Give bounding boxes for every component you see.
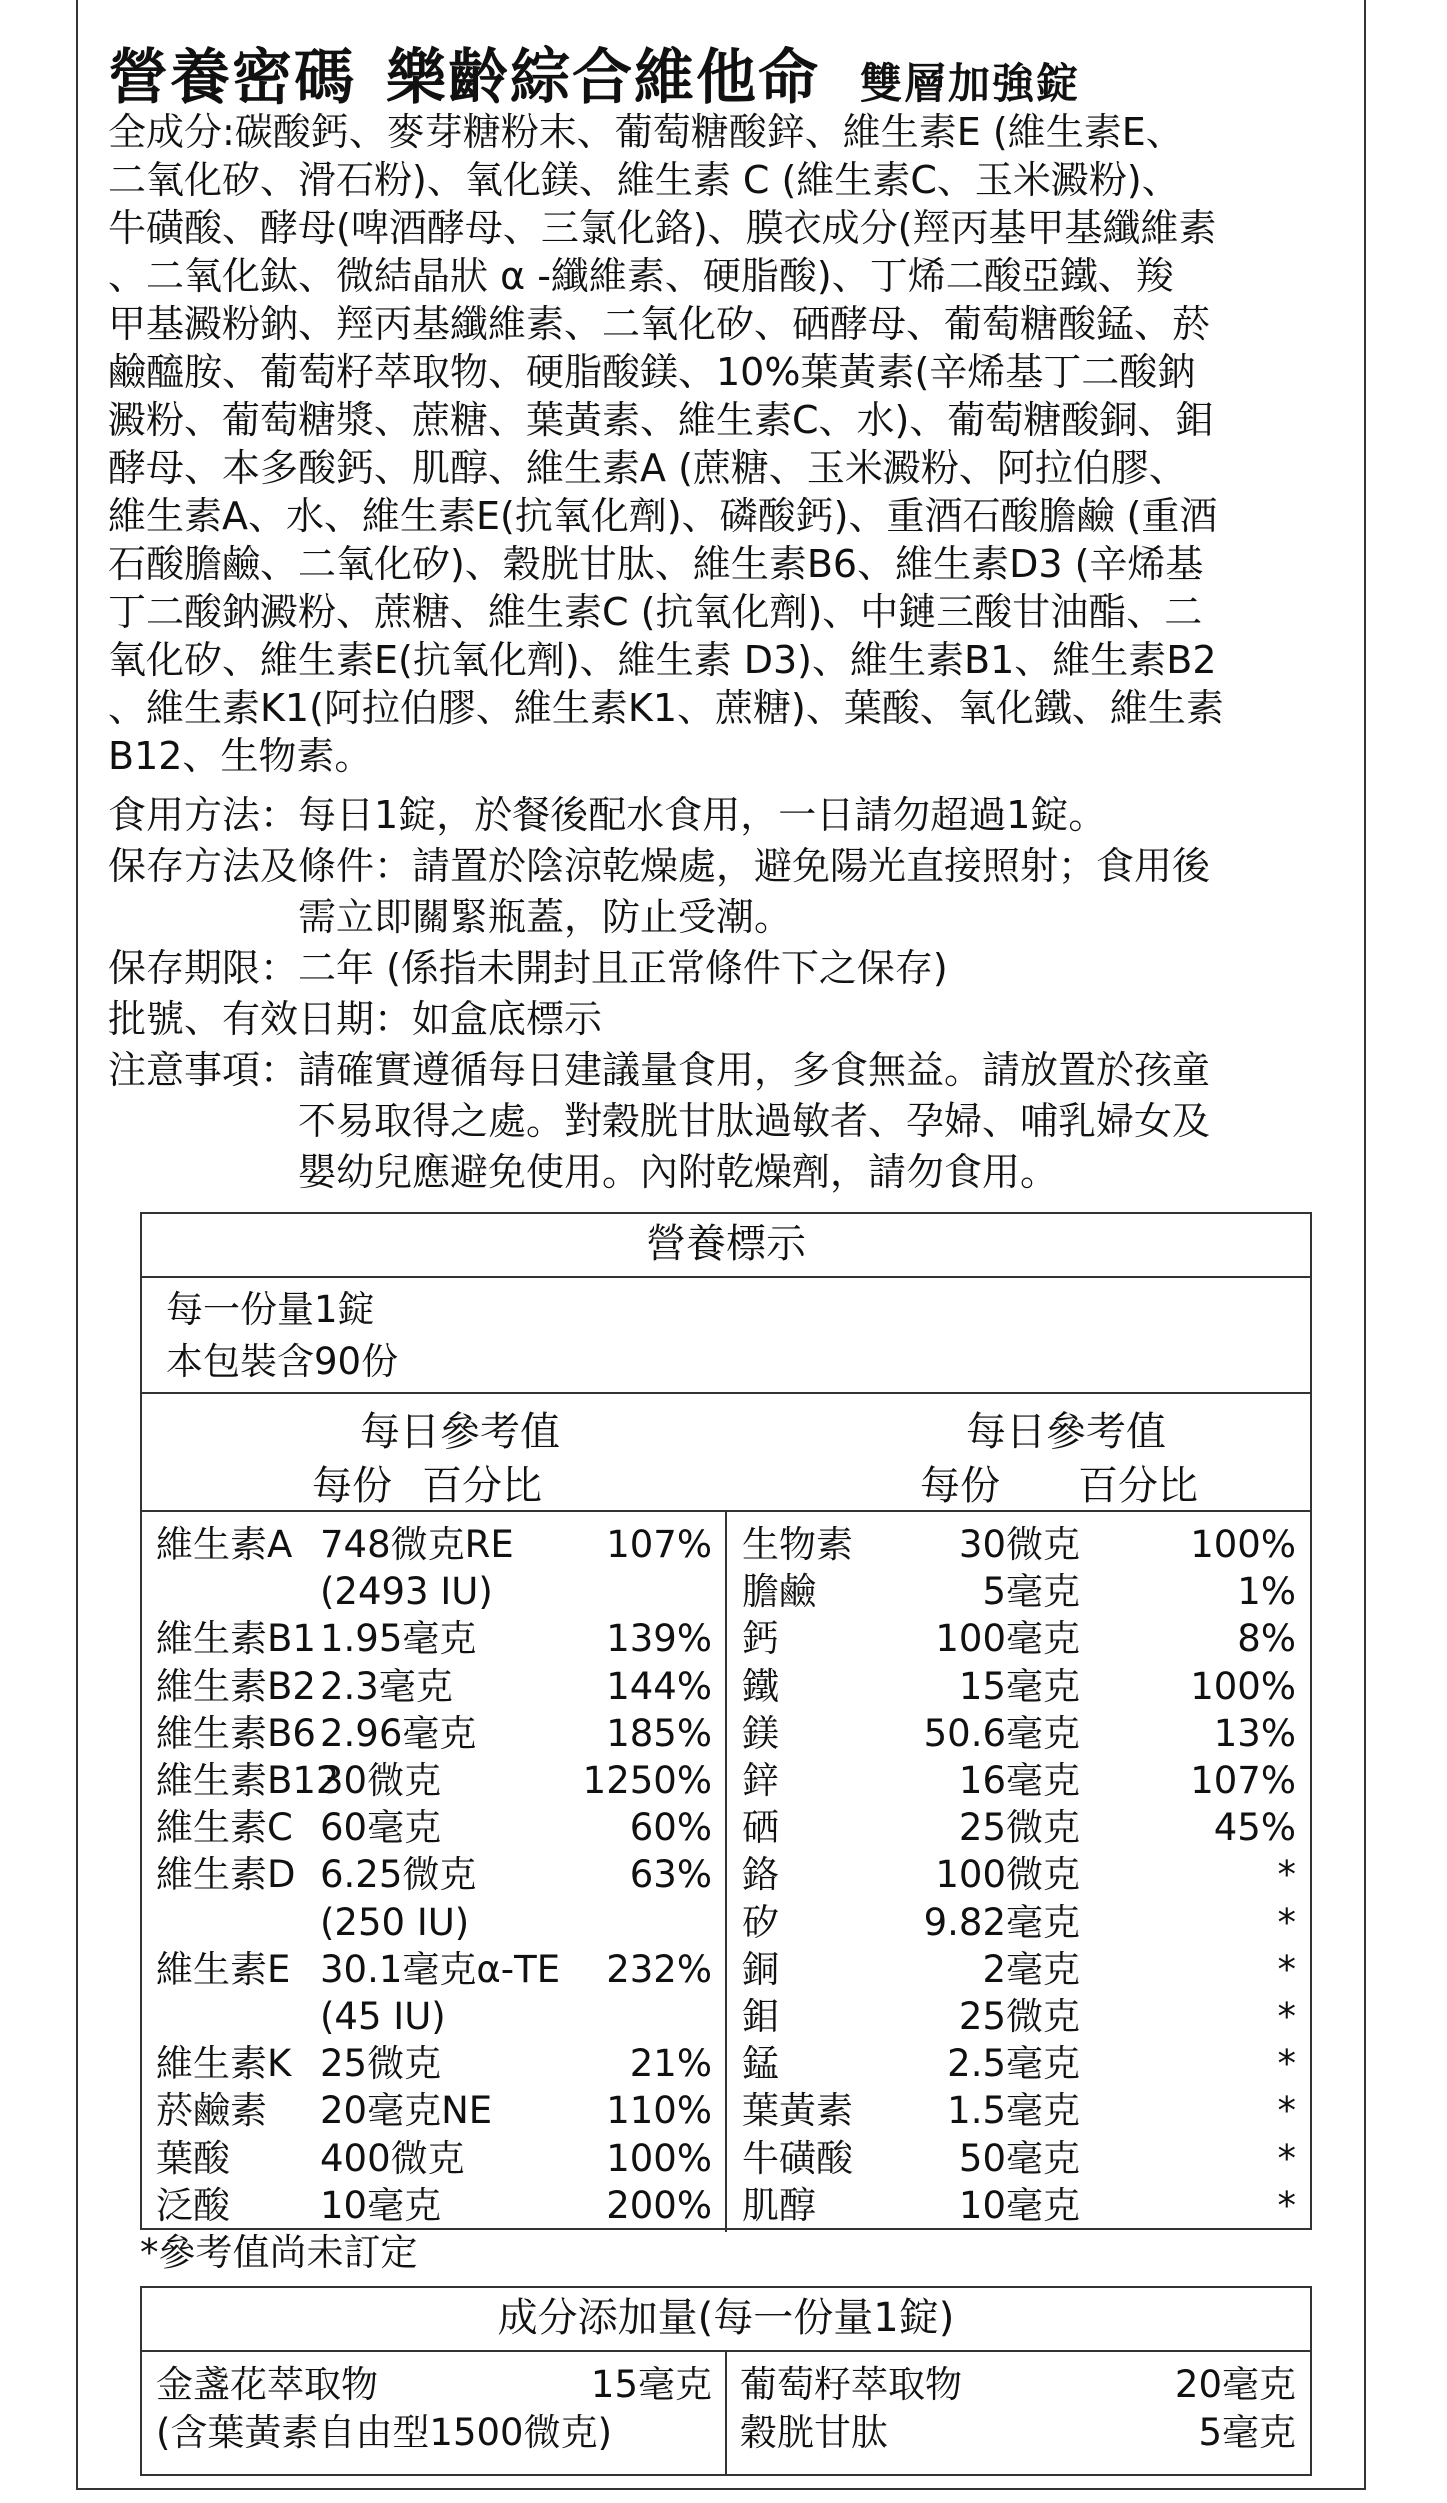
nutrient-name: 維生素A [156,1523,293,1566]
added-right-amount-2: 5毫克 [1198,2411,1296,2454]
ingredients-line: 甲基澱粉鈉、羥丙基纖維素、二氧化矽、硒酵母、葡萄糖酸錳、菸 [108,302,1211,346]
nutrient-row [142,1994,1310,2040]
nutrition-column-headers [142,1394,1310,1512]
nutrient-amount: 25微克 [958,1995,1080,2038]
ingredients-line: 澱粉、葡萄糖漿、蔗糖、葉黃素、維生素C、水)、葡萄糖酸銅、鉬 [108,398,1214,442]
nutrient-row [142,1569,1310,1615]
ingredients-line: 丁二酸鈉澱粉、蔗糖、維生素C (抗氧化劑)、中鏈三酸甘油酯、二 [108,590,1203,634]
ingredients-line: 牛磺酸、酵母(啤酒酵母、三氯化鉻)、膜衣成分(羥丙基甲基纖維素 [108,206,1217,250]
col-per-serving-right: 每份 [920,1463,1000,1509]
nutrient-name: 鋅 [742,1759,779,1802]
nutrient-percent: * [1277,2042,1296,2086]
shelf-life-row [108,943,1348,994]
nutrient-name: 維生素B12 [156,1759,340,1802]
brand-name: 營養密碼 [108,43,356,113]
ingredients-line: 氧化矽、維生素E(抗氧化劑)、維生素 D3)、維生素B1、維生素B2 [108,638,1217,682]
nutrition-footnote: *參考值尚未訂定 [140,2231,418,2274]
ingredients-list [108,108,1348,780]
nutrient-percent: 1250% [582,1759,712,1802]
nutrient-amount: 5毫克 [982,1570,1080,1614]
nutrient-name: 菸鹼素 [156,2089,267,2133]
serving-info [142,1278,1310,1394]
notice-text: 請確實遵循每日建議量食用，多食無益。請放置於孩童 [298,1048,1211,1092]
shelf-life-label: 保存期限： [108,946,299,990]
nutrient-row [142,2041,1310,2087]
nutrient-percent: 45% [1213,1806,1296,1850]
nutrient-percent: * [1277,2136,1296,2180]
nutrient-name: 維生素E [156,1947,291,1991]
usage-row [108,790,1348,841]
ingredients-line: 酵母、本多酸鈣、肌醇、維生素A (蔗糖、玉米澱粉、阿拉伯膠、 [108,446,1187,490]
storage-text-cont: 需立即關緊瓶蓋，防止受潮。 [298,895,793,939]
usage-text: 每日1錠，於餐後配水食用，一日請勿超過1錠。 [298,793,1107,837]
storage-text: 請置於陰涼乾燥處，避免陽光直接照射；食用後 [412,844,1211,888]
nutrient-percent: 100% [606,2136,712,2180]
nutrient-name: 鎂 [742,1711,779,1755]
nutrient-percent: * [1277,1853,1296,1897]
ingredients-line: B12、生物素。 [108,734,373,778]
added-divider [725,2350,727,2474]
notice-label: 注意事項： [108,1048,299,1092]
nutrient-amount: 100毫克 [935,1617,1080,1661]
nutrient-row [142,2088,1310,2134]
product-name: 樂齡綜合維他命 [386,43,820,113]
col-per-serving-left: 每份 [312,1463,392,1509]
nutrition-title: 營養標示 [142,1214,1310,1278]
nutrient-name: 鉬 [742,1995,779,2038]
nutrient-amount: 10毫克 [958,2183,1080,2227]
notice-row [108,1045,1348,1096]
nutrient-name: 鉻 [742,1853,779,1897]
nutrient-name: 維生素C [156,1806,293,1850]
nutrient-percent: * [1277,1995,1296,2038]
nutrient-name: 矽 [742,1900,779,1944]
product-subtitle: 雙層加強錠 [860,59,1081,108]
ingredients-line: 、二氧化鈦、微結晶狀 α -纖維素、硬脂酸)、丁烯二酸亞鐵、羧 [108,254,1174,298]
nutrient-amount: 25微克 [958,1806,1080,1850]
nutrient-amount: 50.6毫克 [923,1711,1080,1755]
usage-label: 食用方法： [108,793,299,837]
added-left-name-2: (含葉黃素自由型1500微克) [156,2411,613,2454]
nutrient-amount: 60毫克 [320,1806,442,1850]
nutrient-amount: 1.95毫克 [320,1617,477,1661]
nutrient-percent: 185% [606,1711,712,1755]
added-ingredients-table [140,2286,1312,2476]
added-title: 成分添加量(每一份量1錠) [142,2288,1310,2352]
nutrient-amount: 15毫克 [958,1664,1080,1708]
nutrient-amount: 30微克 [320,1759,442,1802]
added-right-amount-1: 20毫克 [1174,2363,1296,2406]
ingredients-line: 、維生素K1(阿拉伯膠、維生素K1、蔗糖)、葉酸、氧化鐵、維生素 [108,686,1224,730]
nutrient-row [142,2183,1310,2229]
nutrient-name: 鈣 [742,1617,779,1661]
nutrient-name: 泛酸 [156,2183,230,2227]
nutrient-amount: 2.3毫克 [320,1664,453,1708]
col-percent-right: 百分比 [1078,1463,1198,1509]
nutrient-amount: 6.25微克 [320,1853,477,1897]
added-left-name-1: 金盞花萃取物 [156,2363,378,2406]
nutrient-amount: 2.96毫克 [320,1711,477,1755]
storage-label: 保存方法及條件： [108,844,413,888]
nutrient-percent: 100% [1190,1664,1296,1708]
nutrient-name: 維生素K [156,2042,292,2086]
nutrient-row [142,1900,1310,1946]
nutrient-amount: 20毫克NE [320,2089,493,2133]
nutrient-percent: * [1277,1900,1296,1944]
nutrient-name: 維生素B6 [156,1711,316,1755]
col-daily-value-right: 每日參考值 [966,1409,1166,1455]
nutrient-name: 肌醇 [742,2183,816,2227]
nutrient-amount: 1.5毫克 [947,2089,1080,2133]
ingredients-line: 維生素A、水、維生素E(抗氧化劑)、磷酸鈣)、重酒石酸膽鹼 (重酒 [108,494,1218,538]
col-daily-value-left: 每日參考值 [360,1409,560,1455]
serving-size: 每一份量1錠 [166,1288,375,1331]
nutrient-percent: 200% [606,2183,712,2227]
nutrient-amount: 100微克 [935,1853,1080,1897]
batch-expiry: 批號、有效日期：如盒底標示 [108,997,603,1041]
nutrition-table [140,1212,1312,2230]
nutrient-amount: (250 IU) [320,1900,470,1944]
nutrient-percent: 21% [629,2042,712,2086]
storage-row [108,841,1348,892]
nutrient-percent: 60% [629,1806,712,1850]
added-right-name-2: 穀胱甘肽 [740,2411,888,2454]
ingredients-line: 全成分:碳酸鈣、麥芽糖粉末、葡萄糖酸鋅、維生素E (維生素E、 [108,110,1184,154]
nutrient-row [142,2136,1310,2182]
nutrient-percent: 63% [629,1853,712,1897]
nutrient-name: 銅 [742,1947,779,1991]
nutrient-row [142,1805,1310,1851]
nutrient-amount: (45 IU) [320,1995,446,2038]
nutrient-amount: 10毫克 [320,2183,442,2227]
nutrient-percent: 107% [1190,1759,1296,1802]
nutrient-amount: 2毫克 [982,1947,1080,1991]
nutrient-name: 生物素 [742,1523,853,1566]
nutrient-amount: 25微克 [320,2042,442,2086]
nutrient-amount: 30.1毫克α-TE [320,1947,561,1991]
nutrient-row [142,1947,1310,1993]
nutrient-amount: (2493 IU) [320,1570,493,1614]
nutrient-percent: 232% [606,1947,712,1991]
nutrient-name: 硒 [742,1806,779,1850]
nutrient-name: 鐵 [742,1664,779,1708]
nutrient-name: 葉黃素 [742,2089,853,2133]
nutrient-name: 維生素B1 [156,1617,316,1661]
nutrient-name: 錳 [742,2042,779,2086]
ingredients-line: 鹼醯胺、葡萄籽萃取物、硬脂酸鎂、10%葉黃素(辛烯基丁二酸鈉 [108,350,1196,394]
nutrient-amount: 9.82毫克 [923,1900,1080,1944]
nutrient-row [142,1664,1310,1710]
nutrient-percent: 107% [606,1523,712,1566]
nutrient-row [142,1758,1310,1804]
ingredients-line: 二氧化矽、滑石粉)、氧化鎂、維生素 C (維生素C、玉米澱粉)、 [108,158,1180,202]
nutrient-amount: 748微克RE [320,1523,514,1566]
nutrient-amount: 50毫克 [958,2136,1080,2180]
nutrient-percent: 8% [1237,1617,1296,1661]
nutrient-row [142,1711,1310,1757]
nutrient-percent: 144% [606,1664,712,1708]
nutrient-name: 牛磺酸 [742,2136,853,2180]
added-left-amount-1: 15毫克 [590,2363,712,2406]
nutrient-percent: 1% [1237,1570,1296,1614]
nutrient-name: 維生素D [156,1853,296,1897]
nutrient-name: 葉酸 [156,2136,230,2180]
nutrient-percent: 110% [606,2089,712,2133]
nutrient-name: 維生素B2 [156,1664,316,1708]
usage-info [108,790,1348,1198]
servings-per-pack: 本包裝含90份 [166,1340,399,1383]
ingredients-line: 石酸膽鹼、二氧化矽)、穀胱甘肽、維生素B6、維生素D3 (辛烯基 [108,542,1204,586]
nutrient-percent: * [1277,1947,1296,1991]
nutrient-amount: 2.5毫克 [947,2042,1080,2086]
notice-text-cont-2: 嬰幼兒應避免使用。內附乾燥劑，請勿食用。 [298,1150,1059,1194]
nutrient-amount: 16毫克 [958,1759,1080,1802]
nutrient-percent: 100% [1190,1523,1296,1566]
shelf-life-text: 二年 (係指未開封且正常條件下之保存) [298,946,948,990]
nutrient-row [142,1616,1310,1662]
nutrient-amount: 400微克 [320,2136,465,2180]
nutrition-body [142,1512,1310,2232]
product-title [108,30,1338,113]
col-percent-left: 百分比 [422,1463,542,1509]
nutrient-percent: * [1277,2089,1296,2133]
added-right-name-1: 葡萄籽萃取物 [740,2363,962,2406]
nutrient-row [142,1522,1310,1568]
nutrient-percent: 139% [606,1617,712,1661]
nutrient-name: 膽鹼 [742,1570,816,1614]
nutrient-percent: * [1277,2183,1296,2227]
notice-text-cont: 不易取得之處。對穀胱甘肽過敏者、孕婦、哺乳婦女及 [298,1099,1211,1143]
nutrient-row [142,1852,1310,1898]
nutrient-amount: 30微克 [958,1523,1080,1566]
nutrient-percent: 13% [1213,1711,1296,1755]
